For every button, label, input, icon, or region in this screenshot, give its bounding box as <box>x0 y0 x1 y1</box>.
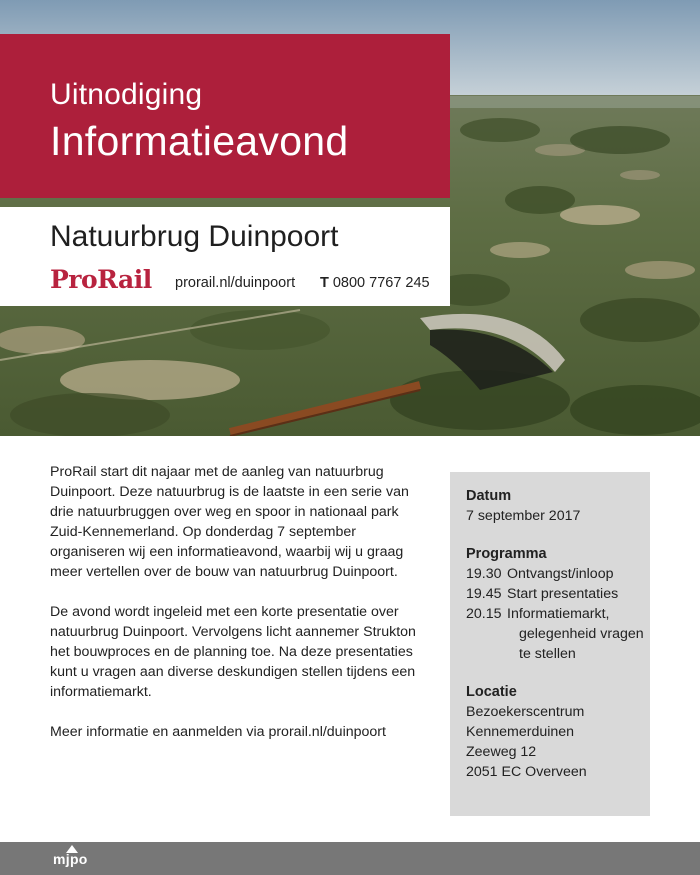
location-heading: Locatie <box>466 684 517 700</box>
program-desc: Informatiemarkt, <box>507 606 610 622</box>
program-time: 20.15 <box>466 606 502 622</box>
program-desc-group <box>507 604 650 664</box>
phone-value: 0800 7767 245 <box>332 275 430 291</box>
prorail-logo: ProRail <box>50 265 152 294</box>
event-details-box <box>450 472 650 816</box>
event-date: 7 september 2017 <box>466 508 581 524</box>
date-heading: Datum <box>466 488 512 504</box>
phone-label: T <box>320 275 329 291</box>
project-info-block <box>0 207 450 306</box>
program-desc: Ontvangst/inloop <box>507 566 614 582</box>
location-line: 2051 EC Overveen <box>466 764 587 780</box>
invitation-kicker: Uitnodiging <box>50 78 203 111</box>
phone-number <box>320 275 430 291</box>
invitation-title-block <box>0 34 450 198</box>
body-paragraph-3: Meer informatie en aanmelden via prorail.nl/duinpoort <box>50 724 386 740</box>
program-desc-cont: te stellen <box>519 646 576 662</box>
program-desc-cont: gelegenheid vragen <box>519 626 644 642</box>
location-line: Bezoekerscentrum <box>466 704 585 720</box>
mjpo-logo-text: mjpo <box>53 851 88 867</box>
program-desc: Start presentaties <box>507 586 619 602</box>
program-heading: Programma <box>466 546 547 562</box>
program-time: 19.45 <box>466 586 502 602</box>
body-paragraph-2: De avond wordt ingeleid met een korte presentatie over natuurbrug Duinpoort. Vervolgens licht aannemer Strukton het bouwproces en de planning toe. Na deze presentaties kunt u vragen aan diverse deskundigen stellen tijdens een informatiemarkt. <box>50 604 416 700</box>
location-line: Zeeweg 12 <box>466 744 537 760</box>
location-line: Kennemerduinen <box>466 724 575 740</box>
body-text <box>50 462 430 762</box>
project-url-link[interactable]: prorail.nl/duinpoort <box>175 275 296 291</box>
program-item <box>466 604 650 664</box>
program-time: 19.30 <box>466 566 502 582</box>
page-title: Informatieavond <box>50 118 349 164</box>
program-item <box>466 584 650 604</box>
footer-bar <box>0 842 700 875</box>
project-name: Natuurbrug Duinpoort <box>50 220 339 253</box>
body-paragraph-1: ProRail start dit najaar met de aanleg van natuurbrug Duinpoort. Deze natuurbrug is de laatste in een serie van drie natuurbruggen over weg en spoor in nationaal park Zuid-Kennemerland. Op donderdag 7 september organiseren wij een informatieavond, waarbij wij u graag meer vertellen over de bouw van natuurbrug Duinpoort. <box>50 464 409 580</box>
program-item <box>466 564 650 584</box>
